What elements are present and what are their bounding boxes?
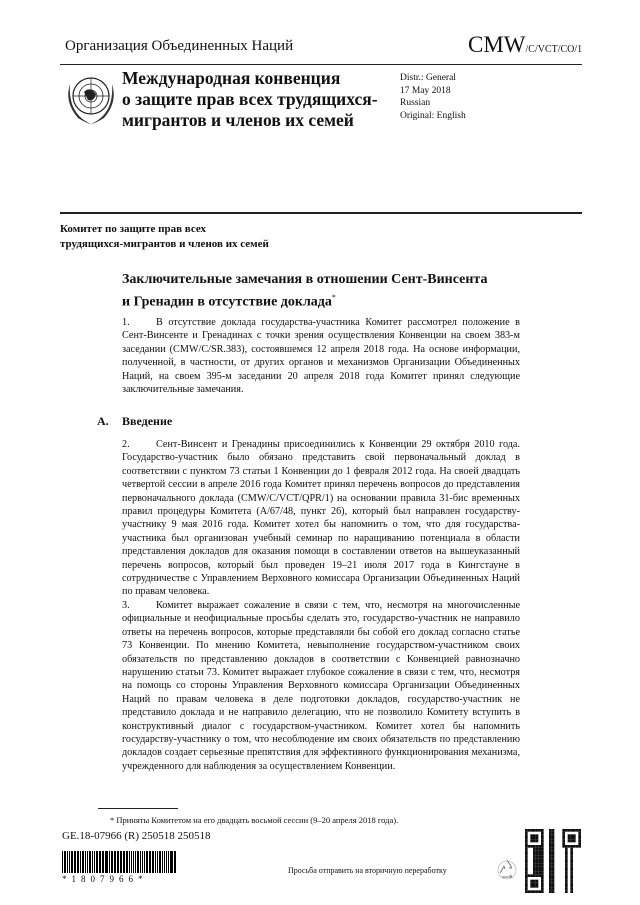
title-line	[122, 289, 542, 312]
barcode-text: *1807966*	[62, 874, 148, 884]
title-text: и Гренадин в отсутствие доклада	[122, 294, 332, 310]
footnote-rule	[98, 808, 178, 809]
paragraph-number: 2.	[122, 439, 130, 450]
paragraph-2	[122, 438, 520, 599]
thick-rule	[60, 212, 582, 214]
title-line: Заключительные замечания в отношении Сент-Винсента	[122, 272, 488, 287]
committee-line: трудящихся-мигрантов и членов их семей	[60, 238, 269, 250]
original-language: Original: English	[400, 110, 466, 121]
paragraph-3	[122, 599, 520, 773]
footnote-mark: *	[331, 293, 336, 302]
paragraph-number: 3.	[122, 600, 130, 611]
organization-name: Организация Объединенных Наций	[65, 38, 294, 54]
symbol-main: CMW	[468, 32, 526, 57]
section-title: Введение	[122, 414, 173, 428]
recycle-text: Просьба отправить на вторичную переработку	[288, 866, 447, 875]
convention-title-line: мигрантов и членов их семей	[122, 110, 354, 130]
distribution-line: Distr.: General	[400, 73, 456, 83]
barcode-icon	[62, 851, 176, 873]
recycle-icon	[495, 857, 519, 881]
committee-name	[60, 222, 269, 252]
un-emblem-icon	[64, 70, 118, 126]
job-number: GE.18-07966 (R) 250518 250518	[62, 830, 211, 842]
qr-code-icon	[525, 829, 581, 893]
paragraph-text: Сент-Винсент и Гренадины присоединились к Конвенции 29 октября 2010 года. Государство-участник было обязано представить свой первоначальный доклад в соответствии с пунктом 73 статьи 1 Конвенции до 1 февраля 2012 года. На своей двадцать четвертой сессии в апреле 2016 года Комитет принял перечень вопросов до представления первоначального доклада (CMW/C/VCT/QPR/1) на основании правила 31-бис временных правил процедуры Комитета (A/67/48, пункт 26), который был направлен государству-участнику 9 мая 2016 года. Комитет хотел бы напомнить о том, что для государства-участника был организован учебный семинар по наращиванию потенциала в области представления докладов для оказания помощи в составлении ответов на вышеуказанный перечень вопросов, который был проведен 19–21 июля 2017 года в Кингстауне в сотрудничестве с Управлением Верховного комиссара Организации Объединенных Наций по правам человека.	[122, 439, 520, 598]
date: 17 May 2018	[400, 85, 451, 96]
symbol-suffix: /C/VCT/CO/1	[525, 44, 583, 55]
document-title	[122, 271, 542, 312]
paragraph-number: 1.	[122, 317, 130, 328]
document-symbol	[468, 32, 582, 58]
convention-title	[122, 68, 378, 131]
committee-line: Комитет по защите прав всех	[60, 223, 207, 235]
paragraph-text: Комитет выражает сожаление в связи с тем, что, несмотря на многочисленные официальные и неофициальные просьбы сделать это, государство-участник не направило ответы на перечень вопросов, которые представляли бы собой его доклад согласно статье 73 Конвенции. По мнению Комитета, невыполнение государством-участником своих обязательств по представлению докладов в соответствии с Конвенцией равнозначно нарушению статьи 73. Комитет выражает глубокое сожаление в связи с тем, что, несмотря на помощь со стороны Управления Верховного комиссара Организации Объединенных Наций по правам человека в деле подготовки докладов, государство-участник не представило доклада и не направило делегацию, что не позволило Комитету вступить в конструктивный диалог с государством-участником. Комитет хотел бы напомнить государству-участнику о том, что несоблюдение им своих обязательств по представлению докладов создает серьезные препятствия для эффективного функционирования механизма, учрежденного для наблюдения за осуществлением Конвенции.	[122, 600, 520, 772]
header-rule	[60, 64, 582, 65]
section-letter: A.	[97, 414, 109, 428]
distribution-info	[400, 72, 466, 122]
convention-title-line: о защите прав всех трудящихся-	[122, 89, 378, 109]
convention-title-line: Международная конвенция	[122, 68, 341, 88]
language: Russian	[400, 98, 431, 108]
paragraph-text: В отсутствие доклада государства-участника Комитет рассмотрел положение в Сент-Винсенте и Гренадинах с точки зрения осуществления Конвенции на своем 383-м заседании (CMW/C/SR.383), состоявшемся 12 апреля 2018 года. На основе информации, полученной, в частности, от других органов и механизмов Организации Объединенных Наций, на своем 395-м заседании 20 апреля 2018 года Комитет принял следующие заключительные замечания.	[122, 317, 520, 396]
paragraph-1	[122, 316, 520, 396]
footnote: * Приняты Комитетом на его двадцать восьмой сессии (9–20 апреля 2018 года).	[110, 815, 399, 825]
